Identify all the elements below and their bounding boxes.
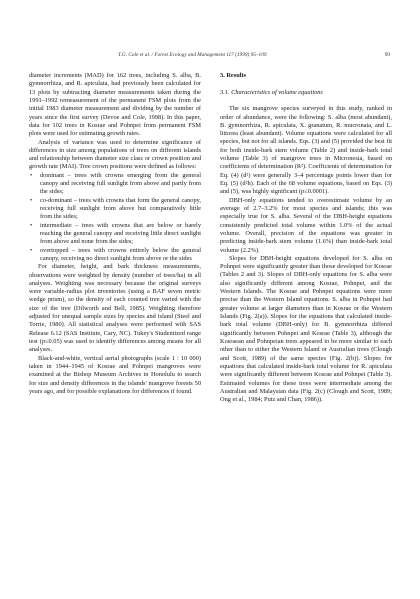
paragraph-slopes: Slopes for DBH-height equations developed for S. alba on Pohnpei were significantly greater than those developed for Kosrae (Tables 2 and 3). Slopes of DBH-only equations for S. alba were also significantly different among Kosrae, Pohnpei, and the Western Islands. The Kosrae and Pohnpei equations were more precise than the Western Island equations. S. alba in Pohnpei had greater volume at larger diameters than in Kosrae or the Western Islands (Fig. 2(a)). Slopes for the equations that calculated inside-bark total volume (DBH-only) for B. gymnorrhiza differed significantly between Pohnpei and Kosrae (Table 3), although the Kosraean and Pohnpeian trees appeared to be more similar to each other than to either the Western Island or Australian trees (Clough and Scott, 1989) of the same species (Fig. 2(b)). Slopes for equations that calculated inside-bark total volume for R. apiculata were significantly different between Kosrae and Pohnpei (Table 3). Estimated volumes for these trees were intermediate among the Australian and Malaysian data (Fig. 2(c) (Clough and Scott, 1989; Ong et al., 1984; Putz and Chan, 1986)).	[220, 254, 392, 404]
bullet-icon: •	[30, 246, 33, 254]
list-item-dominant: • dominant – trees with crowns emerging from the general canopy and receiving full sunlight from above and partly from the sides;	[30, 171, 201, 196]
paragraph-dbh-only: DBH-only equations tended to overestimate volume by an average of 2.7–3.2% for most species and islands; this was especially true for S. alba. Several of the DBH-height equations consistently predicted total volume within 1.0% of the actual volume. Overall, precision of the equations was greater in predicting inside-bark stem volume (1.6%) than inside-bark total volume (2.2%).	[220, 196, 392, 254]
paragraph-growth-data: diameter increments (MAD) for 162 trees, including S. alba, B. gymnorrhiza, and R. apiculata, had previously been calculated for 13 plots by subtracting diameter measurements taken during the 1991–1992 remeasurement of the permanent FSM plots from the initial 1983 diameter measurement and dividing by the number of years since the first survey (Devoe and Cole, 1998). In this paper, data for 102 trees in Kosrae and Pohnpei from permanent FSM plots were used for estimating growth rates.	[29, 72, 201, 138]
bullet-icon: •	[30, 196, 33, 204]
right-column	[220, 72, 392, 404]
crown-position-list	[29, 172, 201, 263]
paragraph-weighting: For diameter, height, and bark thickness measurements, observations were weighted by density (number of trees/ha) in all analyses. Weighting was necessary because the original surveys were variable-radius plot inventories (using a BAF seven metric wedge prism), so the density of each counted tree varied with the size of the tree (Dilworth and Bell, 1985). Weighting therefore adjusted for unequal sample sizes by species and island (Steel and Torrie, 1980). All statistical analyses were performed with SAS Release 6.12 (SAS Institute, Cary, NC). Tukey's Studentized range test (p≤0.05) was used to identify differences among means for all analyses.	[29, 263, 201, 354]
list-item-co-dominant: • co-dominant – trees with crowns that form the general canopy, receiving full sunlight from above but comparatively little from the sides;	[30, 196, 201, 221]
left-column	[29, 72, 201, 396]
subsection-title-volume-equations: 3.1. Characteristics of volume equations	[220, 88, 323, 96]
bullet-icon: •	[30, 221, 33, 229]
bullet-icon: •	[30, 171, 33, 179]
section-title-results: 3. Results	[220, 72, 247, 79]
paragraph-anova: Analysis of variance was used to determine significance of differences in size among populations of trees on different islands and relationship between diameter size class or crown position and growth rate (MAI). Tree crown positions were defined as follows:	[29, 138, 201, 171]
running-header-citation: T.G. Cole et al. / Forest Ecology and Management 117 (1999) 95–109	[118, 52, 267, 58]
paragraph-species: The six mangrove species surveyed in this study, ranked in order of abundance, were the following: S. alba (most abundant), B. gymnorrhiza, R. apiculata, X. granatum, R. mucronata, and L. littorea (least abundant). Volume equations were calculated for all species, but not for all islands. Eqs. (3) and (5) provided the best fit for both inside-bark stem volume (Table 2) and inside-bark total volume (Table 3) of mangrove trees in Micronesia, based on coefficients of determination (R²). Coefficients of determination for Eq. (4) (d²) were generally 3–4 percentage points lower than for Eq. (5) (d²h). Each of the 68 volume equations, based on Eqs. (3) and (5), was highly significant (p≤0.0001).	[220, 105, 392, 196]
page-number: 99	[384, 52, 390, 58]
list-item-intermediate: • intermediate – trees with crowns that are below or barely reaching the general canopy and receiving little direct sunlight from above and none from the sides;	[30, 221, 201, 246]
list-item-overtopped: • overtopped – trees with crowns entirely below the general canopy, receiving no direct sunlight from above or the sides	[30, 246, 201, 262]
paragraph-aerial-photos: Black-and-white, vertical aerial photographs (scale 1 : 10 000) taken in 1944–1945 of Kosrae and Pohnpei mangroves were examined at the Bishop Museum Archives in Honolulu to search for size and density differences in the islands' mangrove forests 50 years ago, and for possible explanations for differences if found.	[29, 354, 201, 395]
